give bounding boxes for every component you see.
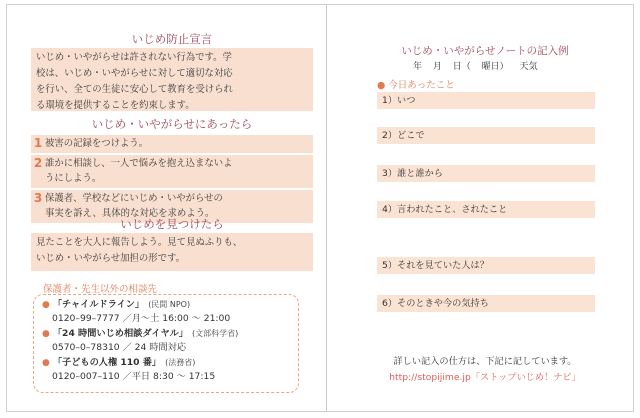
contact-item: ● 「24 時間いじめ相談ダイヤル」 (文部科学省) [42,328,239,339]
bullet-icon: ● [42,300,50,310]
note-row-when: 1）いつ [377,92,595,109]
note-row-what: 4）言われたこと、されたこと [377,201,595,218]
note-row-witnesses: 5）それを見ていた人は？ [377,257,595,274]
step-2 [31,155,313,188]
step-text: 被害の記録をつけよう。 [45,138,149,149]
contact-detail: 0120–007–110 ／平日 8:30 ～ 17:15 [52,371,216,382]
witness-text: 見たことを大人に報告しよう。見て見ぬふりも、 いじめ・いやがらせ加担の形です。 [31,233,313,271]
step-number: 1 [33,136,43,150]
contact-detail: 0570–0–78310 ／ 24 時間対応 [52,342,187,353]
note-row-who: 3）誰と誰から [377,165,595,182]
step-number: 2 [33,155,43,170]
contact-item: ● 「子どもの人権 110 番」 (法務省) [42,357,196,368]
contact-detail: 0120–99–7777 ／月～土 16:00 ～ 21:00 [52,313,231,324]
booklet-spread [6,4,634,412]
if-witness-title: いじめを見つけたら [120,217,224,231]
page-divider [326,5,327,411]
note-row-where: 2）どこで [377,127,595,144]
bullet-icon: ● [42,358,50,368]
note-example-title: いじめ・いやがらせノートの記入例 [401,45,569,57]
instructions-note: 詳しい記入の仕方は、下記に記しています。 [393,356,577,367]
contact-item: ● 「チャイルドライン」 (民間 NPO) [42,299,191,310]
step-text: 誰かに相談し、一人で悩みを抱え込まないよ うにしよう。 [45,157,233,184]
step-number: 3 [33,190,43,205]
note-row-feelings: 6）そのときや今の気持ち [377,295,595,312]
step-text: 保護者、学校などにいじめ・いやがらせの 事実を訴え、具体的な対応を求めよう。 [45,192,223,219]
contacts-heading: 保護者・先生以外の相談先 [43,284,158,295]
bullet-icon: ● [42,329,50,339]
date-line: 年 月 日（ 曜日） 天気 [413,62,538,72]
if-bullied-title: いじめ・いやがらせにあったら [91,117,253,131]
declaration-text: いじめ・いやがらせは許されない行為です。学 校は、いじめ・いやがらせに対して適切な対応 を行い、全ての生徒に安心して教育を受けられ る環境を提供することを約束します。 [31,48,313,111]
declaration-title: いじめ防止宣言 [131,32,213,46]
if-bullied-steps [31,135,313,225]
stopijime-link[interactable]: http://stopijime.jp「ストップいじめ！ナビ」 [389,372,581,383]
contacts-box [33,294,299,393]
step-1 [31,135,313,153]
today-heading: ● 今日あったこと [377,80,455,91]
